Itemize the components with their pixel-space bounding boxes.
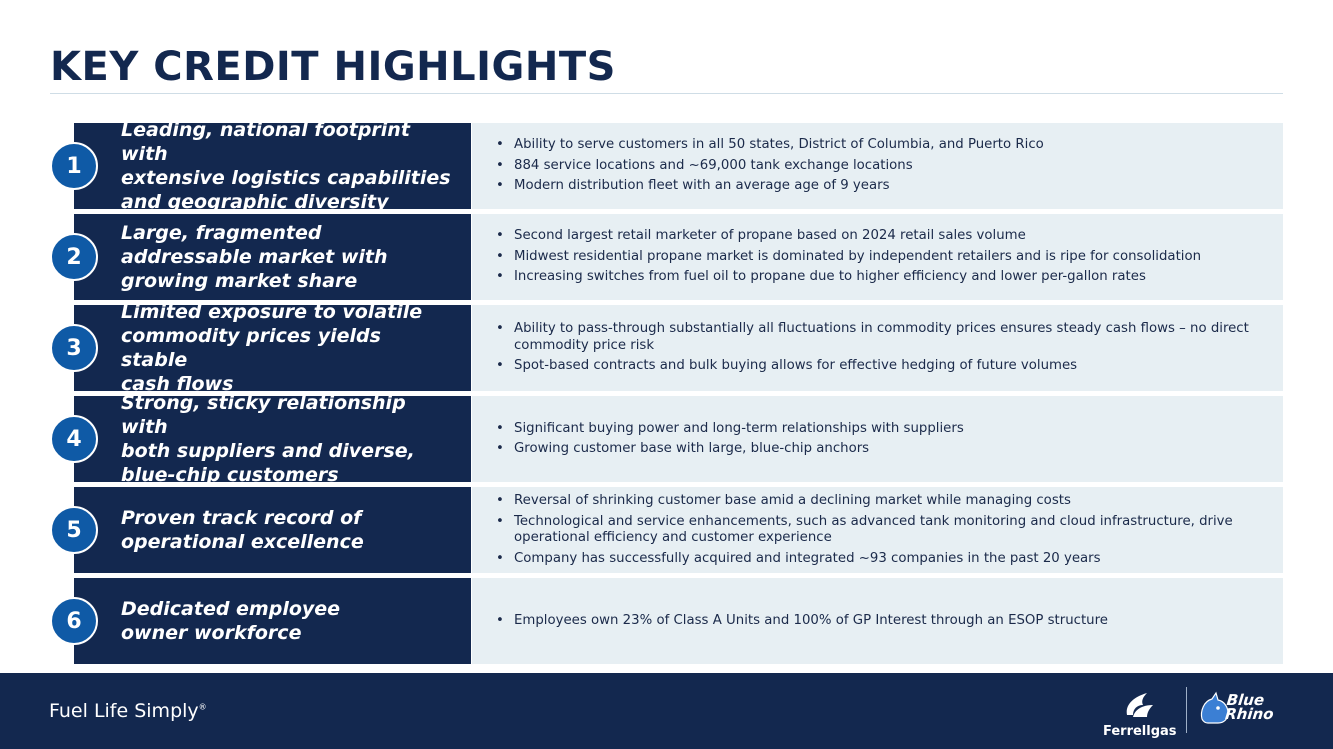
highlight-bullets-panel <box>472 396 1283 482</box>
highlight-headline-panel <box>74 487 471 573</box>
bullet-item: • Growing customer base with large, blue-chip anchors <box>496 441 1263 458</box>
bullet-item: • Ability to pass-through substantially all fluctuations in commodity prices ensures steady cash flows – no direct commodity price risk <box>496 321 1263 354</box>
highlight-number-badge: 2 <box>50 233 98 281</box>
bullet-item: • Increasing switches from fuel oil to propane due to higher efficiency and lower per-gallon rates <box>496 269 1263 286</box>
bullet-list <box>496 417 1263 462</box>
bullet-item: • Midwest residential propane market is dominated by independent retailers and is ripe for consolidation <box>496 249 1263 266</box>
bullet-item: • 884 service locations and ~69,000 tank exchange locations <box>496 158 1263 175</box>
highlight-number-badge: 6 <box>50 597 98 645</box>
highlight-row-5 <box>0 487 1333 573</box>
highlight-headline-panel <box>74 119 471 213</box>
highlight-headline: Dedicated employee owner workforce <box>121 598 341 644</box>
bullet-list <box>496 224 1263 290</box>
bullet-item: • Significant buying power and long-term relationships with suppliers <box>496 421 1263 438</box>
highlight-bullets-panel <box>472 305 1283 391</box>
highlight-headline: Large, fragmented addressable market with growing market share <box>121 222 388 292</box>
highlight-headline-panel <box>74 214 471 300</box>
highlight-number-badge: 1 <box>50 142 98 190</box>
footer-bar <box>0 673 1333 749</box>
bullet-item: • Company has successfully acquired and integrated ~93 companies in the past 20 years <box>496 551 1263 568</box>
registered-mark: ® <box>198 702 207 712</box>
logo-divider <box>1186 687 1187 733</box>
bullet-item: • Ability to serve customers in all 50 states, District of Columbia, and Puerto Rico <box>496 137 1263 154</box>
bluerhino-logo <box>1198 689 1288 729</box>
tagline-text: Fuel Life Simply <box>49 700 199 722</box>
highlight-row-6 <box>0 578 1333 664</box>
highlight-row-2 <box>0 214 1333 300</box>
highlight-row-3 <box>0 301 1333 395</box>
highlight-bullets-panel <box>472 123 1283 209</box>
highlight-headline: Strong, sticky relationship with both suppliers and diverse, blue-chip customers <box>121 392 415 486</box>
footer-tagline <box>49 700 207 722</box>
title-divider <box>50 93 1283 94</box>
highlight-bullets-panel <box>472 578 1283 664</box>
highlight-number-badge: 3 <box>50 324 98 372</box>
highlight-number-badge: 5 <box>50 506 98 554</box>
page-title: KEY CREDIT HIGHLIGHTS <box>50 44 616 90</box>
bullet-item: • Spot-based contracts and bulk buying allows for effective hedging of future volumes <box>496 358 1263 375</box>
highlight-bullets-panel <box>472 214 1283 300</box>
bullet-list <box>496 489 1263 571</box>
highlight-headline-panel <box>74 392 471 486</box>
highlight-headline: Proven track record of operational excellence <box>121 507 364 553</box>
bullet-item: • Reversal of shrinking customer base amid a declining market while managing costs <box>496 493 1263 510</box>
ferrellgas-wordmark: Ferrellgas <box>1103 724 1177 739</box>
highlight-headline: Limited exposure to volatile commodity prices yields stable cash flows <box>121 301 423 395</box>
bullet-list <box>496 609 1263 634</box>
highlight-number-badge: 4 <box>50 415 98 463</box>
bullet-list <box>496 133 1263 199</box>
ferrellgas-flame-icon <box>1103 683 1173 723</box>
highlight-bullets-panel <box>472 487 1283 573</box>
bullet-item: • Second largest retail marketer of propane based on 2024 retail sales volume <box>496 228 1263 245</box>
bullet-list <box>496 317 1263 379</box>
highlight-headline-panel <box>74 301 471 395</box>
bullet-item: • Technological and service enhancements, such as advanced tank monitoring and cloud infrastructure, drive operational efficiency and customer experience <box>496 514 1263 547</box>
highlight-headline-panel <box>74 578 471 664</box>
highlight-row-4 <box>0 392 1333 486</box>
highlight-headline: Leading, national footprint with extensive logistics capabilities and geographic diversity <box>121 119 451 213</box>
ferrellgas-logo <box>1103 683 1177 739</box>
highlight-row-1 <box>0 119 1333 213</box>
bullet-item: • Modern distribution fleet with an average age of 9 years <box>496 178 1263 195</box>
bluerhino-wordmark: Blue Rhino <box>1224 691 1275 723</box>
bullet-item: • Employees own 23% of Class A Units and 100% of GP Interest through an ESOP structure <box>496 613 1263 630</box>
